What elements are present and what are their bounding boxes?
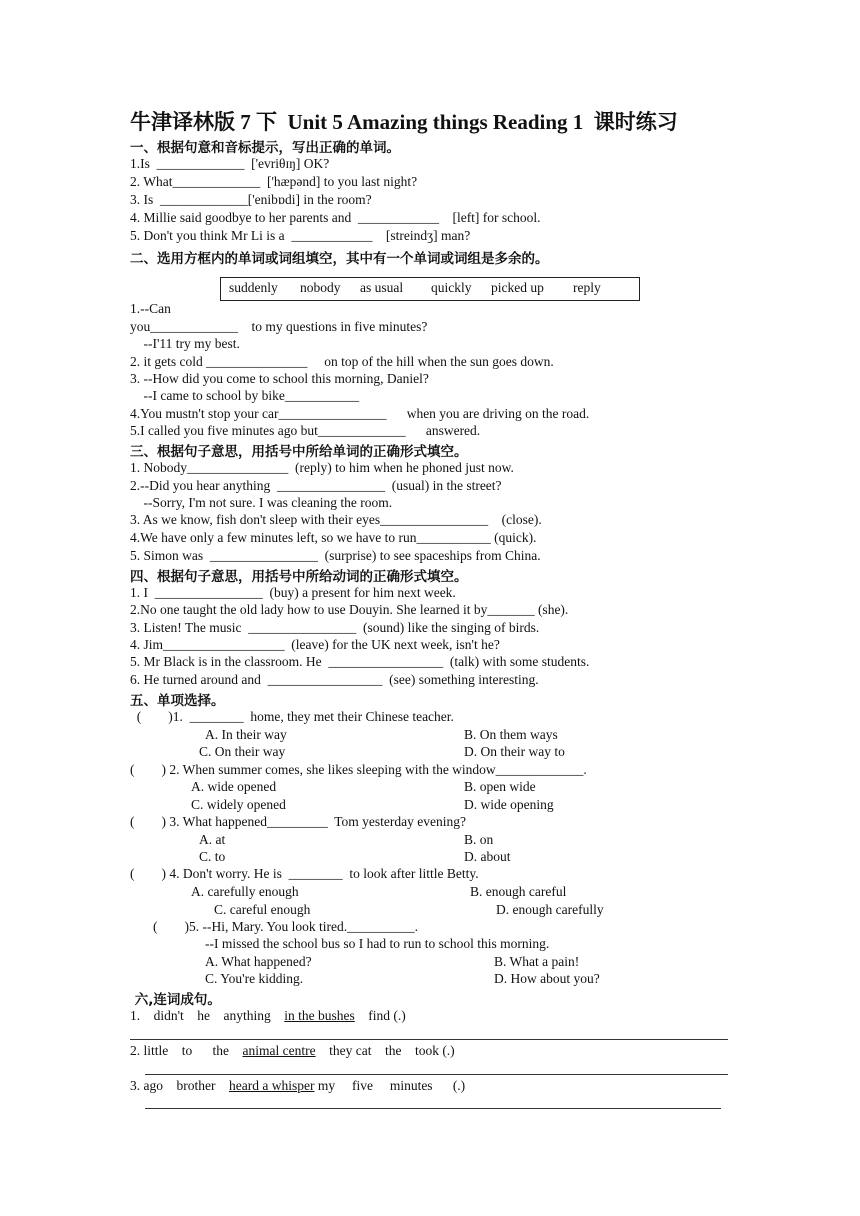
sentence-2-words: 2. little to the (130, 1043, 243, 1058)
sec2-item: 5.I called you five minutes ago but_____________ answered. (130, 423, 481, 438)
mc-q4-option-b: B. enough careful (470, 884, 567, 899)
mc-q5-stem: ( )5. --Hi, Mary. You look tired.__________. (153, 919, 418, 934)
mc-q5-option-c: C. You're kidding. (205, 971, 304, 986)
sec3-item: --Sorry, I'm not sure. I was cleaning the room. (130, 495, 393, 510)
mc-q1-option-a: A. In their way (205, 727, 287, 742)
sec4-item: 6. He turned around and _________________ (see) something interesting. (130, 672, 539, 687)
mc-q2-stem: ( ) 2. When summer comes, she likes sleeping with the window_____________. (130, 762, 587, 777)
sec1-item-5: 5. Don't you think Mr Li is a ____________ [streindʒ] man? (130, 228, 471, 243)
sec2-item: --I came to school by bike___________ (130, 388, 360, 403)
sec1-item-1: 1.Is _____________ ['evriθɪŋ] OK? (130, 156, 330, 171)
mc-q4-option-c: C. careful enough (214, 902, 311, 917)
mc-q3-option-b: B. on (464, 832, 494, 847)
mc-q1-option-c: C. On their way (199, 744, 286, 759)
sentence-3-words: 3. ago brother (130, 1078, 229, 1093)
sentence-1 (130, 1007, 406, 1024)
sec2-item: 1.--Can (130, 301, 171, 316)
mc-q3-option-d: D. about (464, 849, 511, 864)
sec1-item-4: 4. Millie said goodbye to her parents and ____________ [left] for school. (130, 210, 541, 225)
sec2-item: 3. --How did you come to school this morning, Daniel? (130, 371, 429, 386)
section-2-heading: 二、选用方框内的单词或词组填空，其中有一个单词或词组是多余的。 (130, 251, 549, 267)
sentence-1-words-end: find (.) (354, 1008, 406, 1023)
sec3-item: 2.--Did you hear anything ________________ (usual) in the street? (130, 478, 502, 493)
sec1-item-3: 3. Is _____________['enibɒdi] in the room? (130, 192, 372, 207)
box-word: suddenly (229, 280, 278, 295)
box-word: reply (573, 280, 601, 295)
sentence-2-words-end: they cat the took (.) (315, 1043, 455, 1058)
sec3-item: 3. As we know, fish don't sleep with their eyes________________ (close). (130, 512, 542, 527)
sec4-item: 5. Mr Black is in the classroom. He _________________ (talk) with some students. (130, 654, 590, 669)
sec2-item: you_____________ to my questions in five minutes? (130, 319, 428, 334)
mc-q3-option-a: A. at (199, 832, 226, 847)
section-3-heading: 三、根据句子意思，用括号中所给单词的正确形式填空。 (130, 444, 468, 460)
answer-line (130, 1039, 728, 1040)
section-4-heading: 四、根据句子意思，用括号中所给动词的正确形式填空。 (130, 569, 468, 585)
mc-q4-option-d: D. enough carefully (496, 902, 604, 917)
mc-q4-option-a: A. carefully enough (191, 884, 299, 899)
mc-q5-option-d: D. How about you? (494, 971, 600, 986)
sec2-item: --I'11 try my best. (130, 336, 240, 351)
mc-q2-option-c: C. widely opened (191, 797, 286, 812)
answer-line (145, 1108, 721, 1109)
box-word: nobody (300, 280, 341, 295)
mc-q2-option-a: A. wide opened (191, 779, 277, 794)
sentence-2 (130, 1042, 455, 1059)
mc-q2-option-d: D. wide opening (464, 797, 554, 812)
sentence-3-words-end: my five minutes (.) (314, 1078, 466, 1093)
word-box (220, 277, 640, 301)
sentence-2-underlined: animal centre (242, 1043, 316, 1058)
box-word: as usual (360, 280, 404, 295)
sec3-item: 1. Nobody_______________ (reply) to him when he phoned just now. (130, 460, 514, 475)
box-word: quickly (431, 280, 472, 295)
sec3-item: 4.We have only a few minutes left, so we have to run___________ (quick). (130, 530, 537, 545)
mc-q1-option-b: B. On them ways (464, 727, 558, 742)
sec4-item: 3. Listen! The music ________________ (sound) like the singing of birds. (130, 620, 540, 635)
sec2-item: 2. it gets cold _______________ on top of the hill when the sun goes down. (130, 354, 554, 369)
sec1-item-2: 2. What_____________ ['hæpənd] to you last night? (130, 174, 418, 189)
sec3-item: 5. Simon was ________________ (surprise) to see spaceships from China. (130, 548, 541, 563)
answer-line (145, 1074, 728, 1075)
mc-q1-stem: ( )1. ________ home, they met their Chinese teacher. (130, 709, 454, 724)
sec2-item: 4.You mustn't stop your car________________ when you are driving on the road. (130, 406, 590, 421)
section-6-heading: 六,连词成句。 (130, 992, 221, 1008)
sec4-item: 2.No one taught the old lady how to use Douyin. She learned it by_______ (she). (130, 602, 569, 617)
mc-q4-stem: ( ) 4. Don't worry. He is ________ to look after little Betty. (130, 866, 479, 881)
mc-q1-option-d: D. On their way to (464, 744, 565, 759)
page-title: 牛津译林版 7 下 Unit 5 Amazing things Reading 1 课时练习 (130, 110, 678, 134)
sec4-item: 1. I ________________ (buy) a present for him next week. (130, 585, 456, 600)
mc-q5-option-a: A. What happened? (205, 954, 312, 969)
mc-q3-stem: ( ) 3. What happened_________ Tom yesterday evening? (130, 814, 466, 829)
sentence-1-underlined: in the bushes (284, 1008, 355, 1023)
sentence-3 (130, 1077, 465, 1094)
section-1-heading: 一、根据句意和音标提示，写出正确的单词。 (130, 140, 400, 156)
section-5-heading: 五、单项选择。 (130, 693, 225, 709)
mc-q5-dialogue: --I missed the school bus so I had to run to school this morning. (205, 936, 550, 951)
mc-q5-option-b: B. What a pain! (494, 954, 580, 969)
sentence-3-underlined: heard a whisper (228, 1078, 315, 1093)
box-word: picked up (491, 280, 544, 295)
mc-q2-option-b: B. open wide (464, 779, 536, 794)
mc-q3-option-c: C. to (199, 849, 226, 864)
sentence-1-words: 1. didn't he anything (130, 1008, 285, 1023)
sec4-item: 4. Jim__________________ (leave) for the UK next week, isn't he? (130, 637, 500, 652)
